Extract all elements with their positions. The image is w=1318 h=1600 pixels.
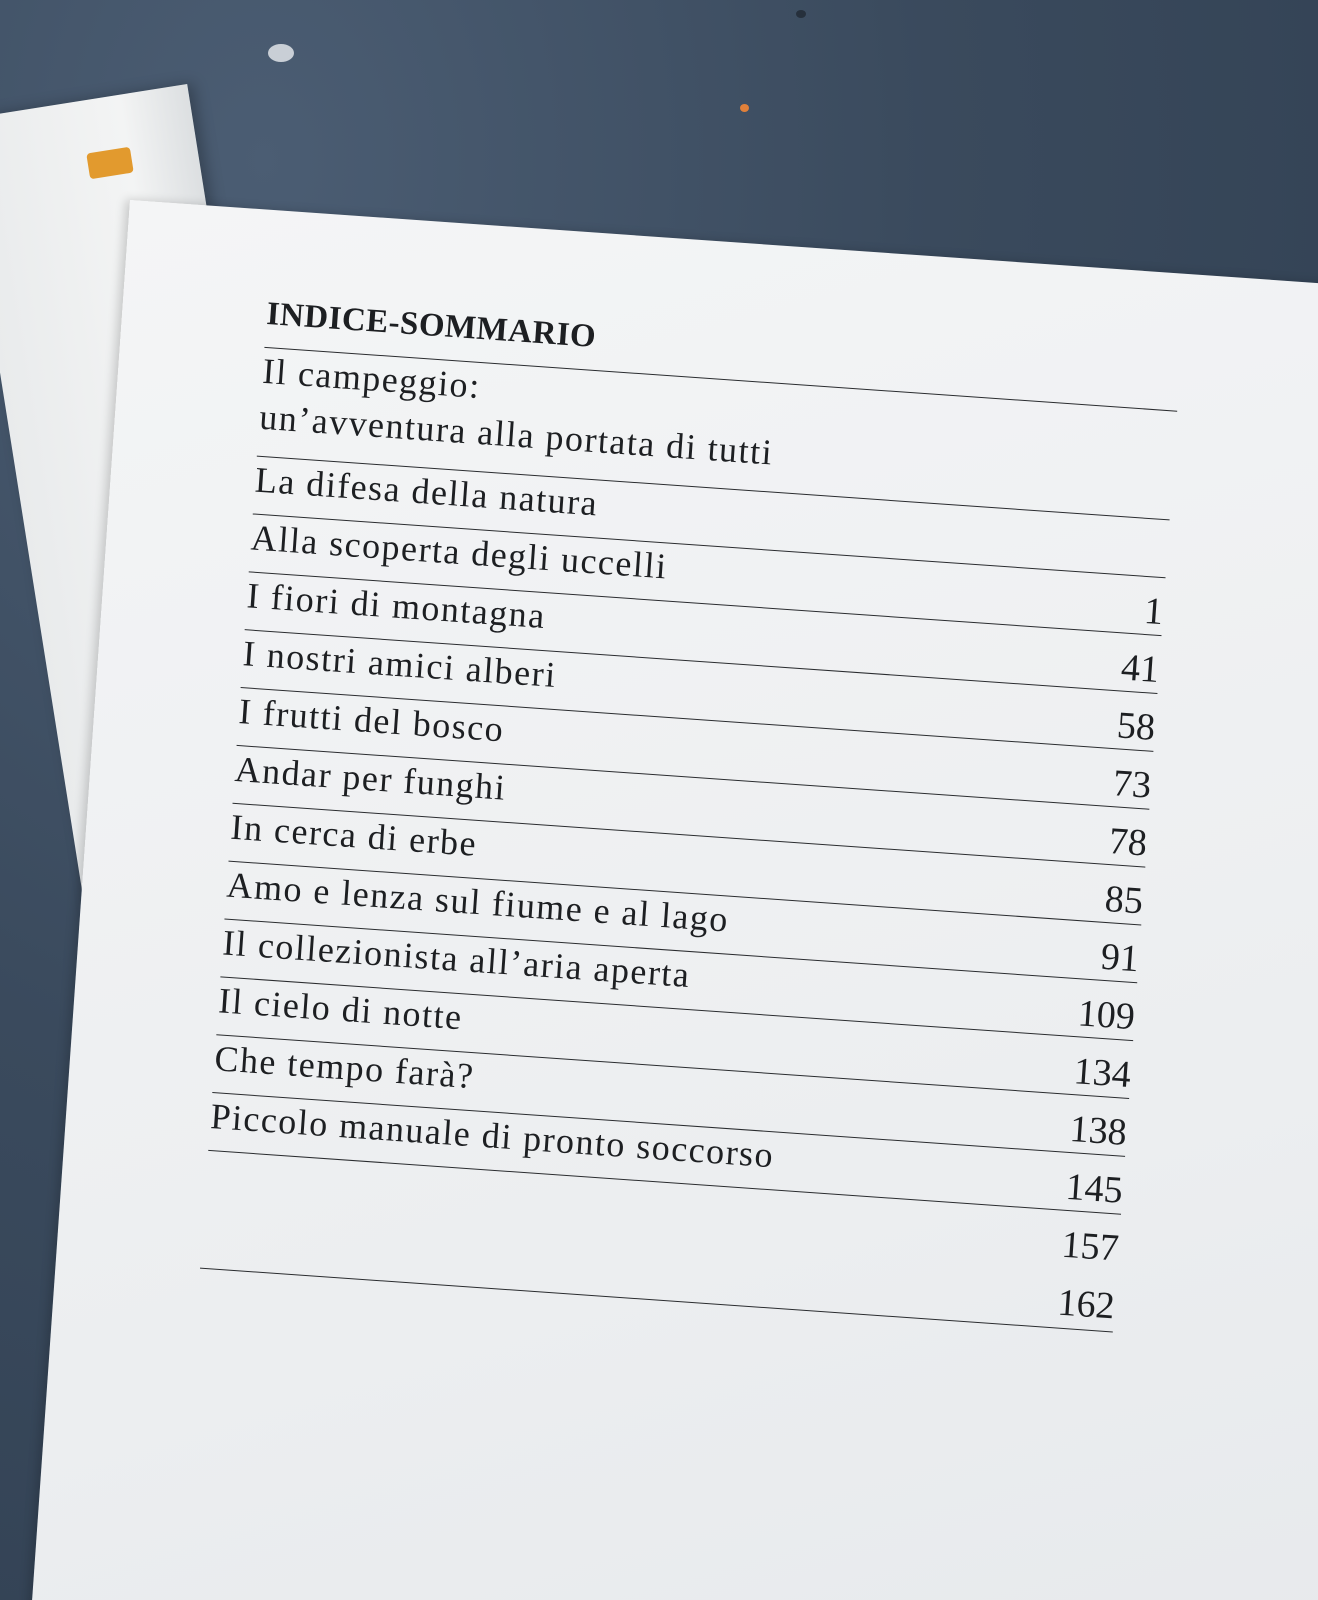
entry-title: I fiori di montagna xyxy=(245,575,548,637)
surface-speck xyxy=(740,104,749,112)
entry-title: Andar per funghi xyxy=(233,748,508,808)
entry-page-number: 134 xyxy=(1072,1050,1133,1097)
entry-title: I frutti del bosco xyxy=(237,691,506,750)
entry-title: In cerca di erbe xyxy=(229,806,479,864)
entry-page-number: 85 xyxy=(1103,877,1145,923)
entry-page-number: 145 xyxy=(1064,1165,1125,1212)
entry-page-number: 73 xyxy=(1111,762,1153,807)
entry-page-number: 1 xyxy=(1142,589,1165,634)
entry-title: Piccolo manuale di pronto soccorso xyxy=(209,1096,776,1176)
entry-title: Amo e lenza sul fiume e al lago xyxy=(225,864,731,940)
entry-page-number: 109 xyxy=(1076,992,1137,1039)
entry-page-number: 78 xyxy=(1107,820,1149,865)
entry-title: La difesa della natura xyxy=(253,459,600,524)
entry-page-number: 138 xyxy=(1068,1108,1129,1154)
table-of-contents xyxy=(200,296,1181,1332)
surface-speck xyxy=(796,10,806,18)
entry-title: Che tempo farà? xyxy=(213,1038,476,1097)
entry-title xyxy=(258,348,778,476)
entry-title-line: un’avventura alla portata di tutti xyxy=(258,396,775,473)
entry-title: Il cielo di notte xyxy=(217,980,464,1038)
page-title: INDICE-SOMMARIO xyxy=(265,296,598,355)
entry-page-number: 58 xyxy=(1115,704,1157,749)
surface-speck xyxy=(268,44,294,62)
entry-title: Alla scoperta degli uccelli xyxy=(249,517,669,587)
entry-page-number: 41 xyxy=(1119,646,1161,692)
entry-page-number: 91 xyxy=(1099,935,1141,981)
entry-page-number: 162 xyxy=(1056,1281,1117,1328)
entry-page-number: 157 xyxy=(1060,1223,1121,1270)
entry-title: I nostri amici alberi xyxy=(241,633,559,696)
entry-title: Il collezionista all’aria aperta xyxy=(221,922,692,996)
entry-title-line: Il campeggio: xyxy=(261,350,483,407)
